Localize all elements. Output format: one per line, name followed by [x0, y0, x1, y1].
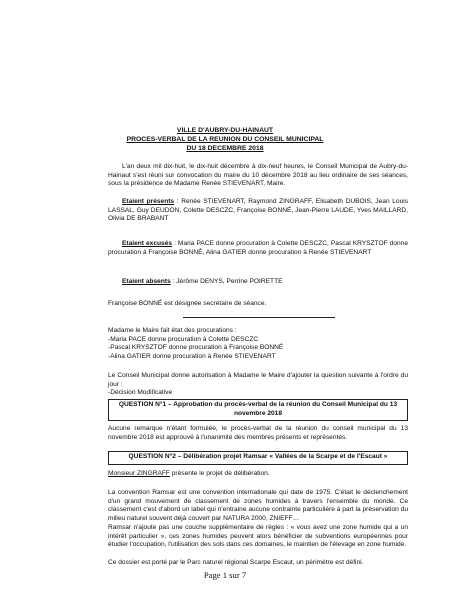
question2-title-box: QUESTION N°2 – Délibération projet Ramsar « Vallées de la Scarpe et de l'Escaut »	[108, 451, 408, 465]
presents-label: Etaient présents	[122, 198, 175, 205]
ramsar-paragraph-3: Ce dossier est porté par le Parc naturel régional Scarpe Escaut, un périmètre est défini.	[108, 559, 364, 566]
ramsar-paragraph-1: La convention Ramsar est une convention internationale qui date de 1975. C'était le déclenchement d'un grand mouvement de classement de zones humides à travers l'ensemble du monde. Ce classement c'est d'abord un label qui n'entraine aucune contrainte particulière à part la préservation du milieu naturel souvent déjà couvert par NATURA 2000, ZNIEFF…	[108, 489, 408, 522]
absents-paragraph	[108, 278, 408, 287]
absents-text: : Jérôme DENYS, Perrine POIRETTE	[170, 278, 283, 285]
ordre-text: Le Conseil Municipal donne autorisation à Madame le Maire d'ajouter la question suivante à l'ordre du jour :	[108, 372, 408, 388]
speaker-name: Monsieur ZINGRAFF	[108, 470, 170, 477]
header-title: PROCES-VERBAL DE LA REUNION DU CONSEIL MUNICIPAL	[126, 136, 324, 143]
question1-paragraph: Aucune remarque n'étant formulée, le procès-verbal de la réunion du conseil municipal du 13 novembre 2018 est approuvé à l'unanimité des membres présents et représentés.	[108, 425, 408, 441]
ordre-block	[108, 372, 408, 398]
speaker-line	[108, 470, 408, 479]
procurations-title: Madame le Maire fait état des procurations :	[108, 327, 237, 334]
excuses-paragraph	[108, 240, 408, 257]
procuration-item: -Pascal KRYSZTOF donne procuration à Françoise BONNÉ	[108, 344, 284, 352]
header-date: DU 18 DECEMBRE 2018	[186, 145, 264, 152]
speaker-text: présente le projet de délibération.	[169, 470, 270, 477]
presents-text: : Renée STIEVENART, Raymond ZINGRAFF, Elisabeth DUBOIS, Jean Louis LASSAL, Guy DEUDON, Colette DESCZC, Françoise BONNÉ, Jean-Pierre LAUDE, Yves MAILLARD, Olivia DE BRABANT	[108, 198, 408, 223]
procuration-item: -Maria PACE donne procuration à Colette DESCZC	[108, 335, 259, 343]
absents-label: Etaient absents	[122, 278, 171, 285]
secretaire-line: Françoise BONNÉ est désignée secrétaire de séance.	[108, 300, 267, 307]
ordre-item: -Décision Modificative	[108, 389, 173, 397]
procurations-block	[108, 327, 408, 361]
procuration-item: -Alina GATIER donne procuration à Renée STIEVENART	[108, 352, 276, 360]
excuses-label: Etaient excusés	[122, 240, 173, 247]
excuses-text: : Maria PACE donne procuration à Colette DESCZC, Pascal KRYSZTOF donne procuration à Françoise BONNÉ, Alina GATIER donne procuration à Renée STIEVENART	[108, 240, 408, 256]
separator-rule	[183, 317, 335, 318]
ramsar-paragraph-2: Ramsar n'ajoute pas une couche supplémentaire de règles : « vous avez une zone humide qui a un intérêt particulier », ces zones humides peuvent alors bénéficier de subventions européennes pour étudier l'occupation, l'utilisation des sols dans ces domaines, le maintien de l'élevage en zone humide.	[108, 524, 408, 549]
question1-title-box: QUESTION N°1 – Approbation du procès-verbal de la réunion du Conseil Municipal du 13 novembre 2018	[108, 399, 408, 421]
header-town: VILLE D'AUBRY-DU-HAINAUT	[176, 127, 274, 134]
page-number-footer: Page 1 sur 7	[203, 570, 247, 580]
presents-paragraph	[108, 198, 408, 224]
intro-paragraph: L'an deux mil dix-huit, le dix-huit décembre à dix-neuf heures, le Conseil Municipal de Aubry-du-Hainaut s'est réuni sur convocation du maire du 10 décembre 2018 au lieu ordinaire de ses séances, sous la présidence de Madame Renée STIEVENART, Maire.	[108, 163, 408, 188]
